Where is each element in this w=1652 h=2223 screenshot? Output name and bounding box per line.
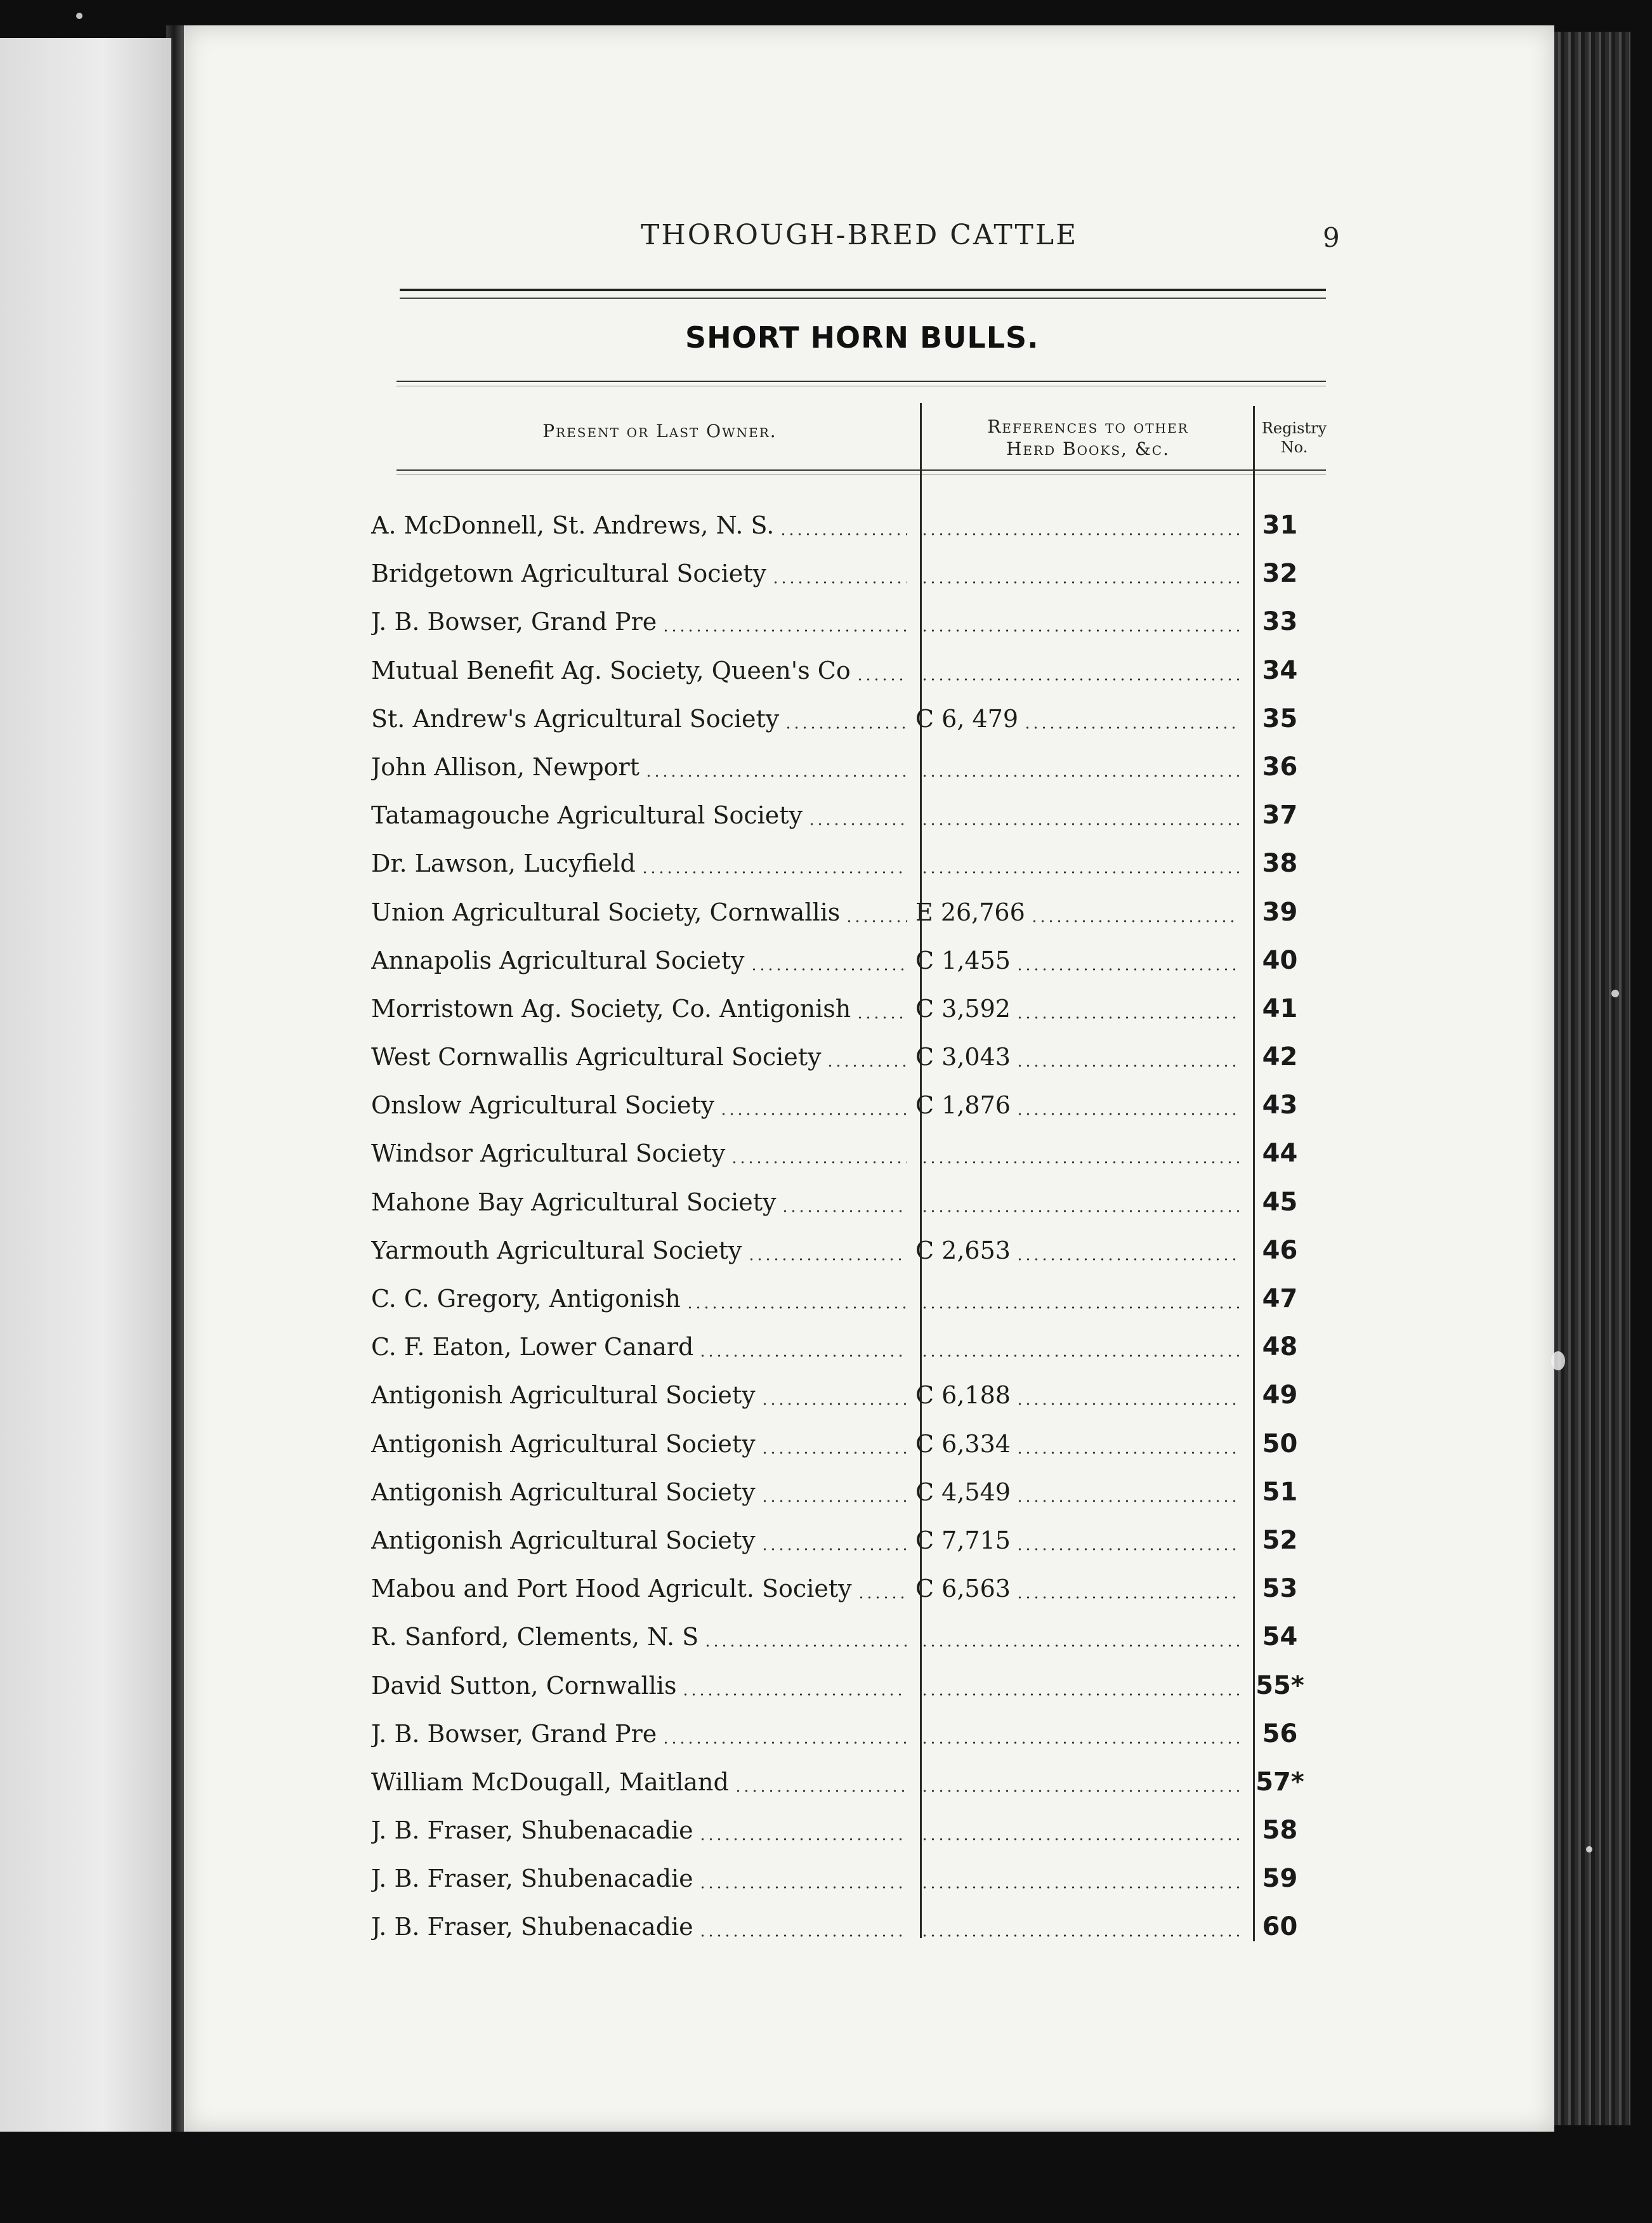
owner-cell [371,506,907,544]
reference-cell [915,1328,1239,1366]
leader-dots [779,533,907,535]
reference-cell [915,1280,1239,1318]
page-edges [1554,32,1630,2125]
registry-number: 46 [1262,1235,1298,1265]
leader-dots [1016,1500,1239,1502]
header-rule [400,289,1326,299]
leader-dots [719,1113,907,1115]
owner-name: Windsor Agricultural Society [371,1139,726,1168]
owner-name: Antigonish Agricultural Society [371,1429,756,1458]
registry-number: 57* [1255,1767,1304,1797]
page-number: 9 [1323,222,1340,253]
table-row [371,598,1310,646]
owner-cell [371,1618,907,1656]
reference-cell [915,844,1239,882]
herd-book-reference: C 6, 479 [915,704,1019,733]
registry-number: 47 [1262,1284,1298,1313]
owner-name: Antigonish Agricultural Society [371,1478,756,1506]
owner-name: R. Sanford, Clements, N. S [371,1623,699,1651]
registry-number: 44 [1262,1139,1298,1169]
owner-cell [371,1859,907,1898]
owner-cell [371,700,907,738]
owner-name: J. B. Fraser, Shubenacadie [371,1865,693,1893]
leader-dots [921,581,1239,584]
owner-cell [371,941,907,980]
owner-cell [371,1908,907,1946]
table-row [371,1129,1310,1177]
table-row [371,839,1310,888]
registry-number: 40 [1262,945,1298,975]
table-row [371,1854,1310,1903]
table-row [371,1468,1310,1516]
table-top-rule [397,381,1326,386]
table-row [371,695,1310,743]
owner-cell [371,652,907,690]
leader-dots [1030,920,1239,922]
reference-cell [915,1811,1239,1849]
owner-cell [371,1183,907,1221]
registry-number: 42 [1262,1042,1298,1072]
reference-cell [915,554,1239,593]
leader-dots [1016,1113,1239,1115]
leader-dots [704,1644,907,1647]
leader-dots [845,920,907,922]
reference-cell [915,1521,1239,1559]
owner-name: Dr. Lawson, Lucyfield [371,849,636,878]
leader-dots [681,1693,907,1696]
owner-cell [371,844,907,882]
leader-dots [921,1934,1239,1937]
leader-dots [698,1838,907,1840]
table-row [371,1516,1310,1564]
herd-book-reference: C 6,188 [915,1381,1011,1410]
reference-cell [915,1763,1239,1801]
registry-number: 33 [1262,607,1298,637]
herd-book-reference: C 1,455 [915,946,1011,974]
herd-book-reference: C 6,563 [915,1575,1011,1603]
leader-dots [1016,1016,1239,1019]
reference-cell [915,652,1239,690]
leader-dots [734,1790,907,1792]
registry-number: 60 [1262,1912,1298,1942]
reference-cell [915,1425,1239,1463]
leader-dots [784,726,907,729]
registry-number: 37 [1262,801,1298,830]
leader-dots [645,775,907,777]
herd-book-reference: C 7,715 [915,1526,1011,1554]
registry-number: 36 [1262,752,1298,782]
reference-cell [915,1231,1239,1269]
scan-speck [1586,1846,1592,1852]
leader-dots [1023,726,1239,729]
leader-dots [856,678,907,681]
reference-cell [915,1570,1239,1608]
leader-dots [921,1354,1239,1357]
owner-name: Onslow Agricultural Society [371,1091,715,1120]
leader-dots [921,629,1239,632]
leader-dots [1016,1548,1239,1551]
table-row [371,646,1310,695]
registry-number: 39 [1262,897,1298,927]
owner-name: J. B. Bowser, Grand Pre [371,608,657,636]
leader-dots [808,823,907,825]
owner-name: J. B. Fraser, Shubenacadie [371,1913,693,1941]
registry-number: 41 [1262,993,1298,1023]
leader-dots [921,1693,1239,1696]
table-header-rule [397,469,1326,475]
table-row [371,501,1310,549]
leader-dots [761,1500,907,1502]
reference-cell [915,748,1239,786]
owner-name: David Sutton, Cornwallis [371,1671,677,1700]
running-head: THOROUGH-BRED CATTLE [641,219,1078,251]
registry-number: 56 [1262,1719,1298,1748]
herd-book-reference: E 26,766 [915,898,1025,926]
herd-book-reference: C 4,549 [915,1478,1011,1506]
owner-cell [371,990,907,1028]
registry-table [371,501,1310,1951]
table-row [371,1081,1310,1129]
owner-name: C. C. Gregory, Antigonish [371,1285,681,1313]
table-row [371,1420,1310,1468]
registry-number: 53 [1262,1574,1298,1604]
leader-dots [856,1016,907,1019]
table-row [371,1613,1310,1661]
owner-cell [371,893,907,931]
owner-cell [371,1811,907,1849]
leader-dots [761,1548,907,1551]
leader-dots [921,1838,1239,1840]
owner-name: Mahone Bay Agricultural Society [371,1188,777,1216]
registry-number: 58 [1262,1816,1298,1846]
table-row [371,1710,1310,1758]
table-row [371,1323,1310,1371]
scan-speck [1551,1351,1565,1370]
registry-number: 31 [1262,511,1298,540]
leader-dots [921,1644,1239,1647]
leader-dots [662,629,907,632]
leader-dots [781,1210,907,1212]
table-row [371,791,1310,839]
table-row [371,1178,1310,1226]
owner-name: Annapolis Agricultural Society [371,946,745,974]
registry-number: 35 [1262,704,1298,733]
owner-cell [371,1376,907,1414]
reference-cell [915,941,1239,980]
leader-dots [641,871,907,874]
owner-cell [371,554,907,593]
leader-dots [857,1596,907,1599]
leader-dots [1016,968,1239,971]
leader-dots [921,533,1239,535]
reference-cell [915,1618,1239,1656]
leader-dots [921,775,1239,777]
registry-number: 38 [1262,849,1298,879]
registry-number: 49 [1262,1380,1298,1410]
leader-dots [761,1452,907,1454]
table-row [371,1564,1310,1613]
leader-dots [921,678,1239,681]
owner-name: John Allison, Newport [371,752,639,781]
owner-cell [371,1763,907,1801]
owner-name: Antigonish Agricultural Society [371,1381,756,1410]
reference-cell [915,893,1239,931]
table-row [371,985,1310,1033]
leader-dots [662,1741,907,1744]
registry-number: 43 [1262,1091,1298,1120]
registry-number: 54 [1262,1622,1298,1652]
table-row [371,1033,1310,1081]
table-row [371,1275,1310,1323]
reference-cell [915,1086,1239,1124]
leader-dots [698,1934,907,1937]
leader-dots [686,1306,907,1309]
registry-number: 59 [1262,1864,1298,1894]
owner-name: St. Andrew's Agricultural Society [371,704,780,733]
leader-dots [921,1886,1239,1889]
registry-number: 34 [1262,655,1298,685]
reference-cell [915,1183,1239,1221]
owner-cell [371,1715,907,1753]
owner-cell [371,748,907,786]
owner-cell [371,1667,907,1705]
leader-dots [771,581,907,584]
table-row [371,1806,1310,1854]
table-row [371,888,1310,936]
owner-name: J. B. Bowser, Grand Pre [371,1719,657,1748]
owner-cell [371,1425,907,1463]
owner-cell [371,1134,907,1172]
leader-dots [761,1403,907,1405]
table-row [371,1226,1310,1275]
column-header-registry: Registry No. [1261,419,1327,456]
table-row [371,743,1310,791]
reference-cell [915,1376,1239,1414]
leader-dots [1016,1403,1239,1405]
table-row [371,549,1310,598]
owner-name: Tatamagouche Agricultural Society [371,801,803,830]
leader-dots [1016,1065,1239,1067]
herd-book-reference: C 3,043 [915,1043,1011,1072]
scan-speck [76,13,82,19]
owner-name: West Cornwallis Agricultural Society [371,1043,822,1072]
owner-cell [371,1328,907,1366]
leader-dots [921,1161,1239,1164]
leader-dots [1016,1258,1239,1261]
table-row [371,1371,1310,1419]
herd-book-reference: C 1,876 [915,1091,1011,1120]
reference-cell [915,1715,1239,1753]
leader-dots [921,1790,1239,1792]
owner-cell [371,796,907,834]
leader-dots [921,823,1239,825]
table-row [371,1758,1310,1806]
registry-number: 52 [1262,1525,1298,1555]
leader-dots [698,1354,907,1357]
reference-cell [915,1134,1239,1172]
leader-dots [1016,1452,1239,1454]
reference-cell [915,603,1239,641]
leader-dots [921,1741,1239,1744]
leader-dots [826,1065,907,1067]
leader-dots [1016,1596,1239,1599]
owner-cell [371,603,907,641]
herd-book-reference: C 2,653 [915,1236,1011,1264]
owner-name: Antigonish Agricultural Society [371,1526,756,1554]
reference-cell [915,1473,1239,1511]
reference-cell [915,1667,1239,1705]
owner-name: J. B. Fraser, Shubenacadie [371,1816,693,1845]
owner-name: Mutual Benefit Ag. Society, Queen's Co [371,656,851,685]
owner-name: A. McDonnell, St. Andrews, N. S. [371,511,775,539]
owner-name: Yarmouth Agricultural Society [371,1236,742,1264]
registry-number: 48 [1262,1332,1298,1362]
reference-cell [915,700,1239,738]
owner-name: C. F. Eaton, Lower Canard [371,1333,694,1361]
column-header-owner: Present or Last Owner. [542,421,777,442]
owner-cell [371,1521,907,1559]
registry-number: 55* [1255,1670,1304,1700]
owner-name: William McDougall, Maitland [371,1767,729,1796]
owner-cell [371,1280,907,1318]
leader-dots [730,1161,907,1164]
registry-number: 51 [1262,1477,1298,1507]
reference-cell [915,1859,1239,1898]
facing-page [0,38,173,2132]
owner-cell [371,1086,907,1124]
owner-name: Bridgetown Agricultural Society [371,560,766,588]
reference-cell [915,1908,1239,1946]
leader-dots [921,1306,1239,1309]
owner-name: Morristown Ag. Society, Co. Antigonish [371,994,851,1023]
leader-dots [750,968,908,971]
herd-book-reference: C 3,592 [915,994,1011,1023]
leader-dots [747,1258,907,1261]
owner-cell [371,1038,907,1076]
table-row [371,936,1310,985]
reference-cell [915,1038,1239,1076]
owner-name: Union Agricultural Society, Cornwallis [371,898,841,926]
reference-cell [915,796,1239,834]
owner-name: Mabou and Port Hood Agricult. Society [371,1575,852,1603]
leader-dots [921,871,1239,874]
section-title: SHORT HORN BULLS. [685,320,1039,355]
table-row [371,1903,1310,1951]
leader-dots [698,1886,907,1889]
reference-cell [915,506,1239,544]
registry-number: 45 [1262,1187,1298,1217]
reference-cell [915,990,1239,1028]
owner-cell [371,1231,907,1269]
registry-number: 50 [1262,1429,1298,1459]
owner-cell [371,1570,907,1608]
leader-dots [921,1210,1239,1212]
scan-speck [1611,990,1619,997]
owner-cell [371,1473,907,1511]
herd-book-reference: C 6,334 [915,1429,1011,1458]
registry-number: 32 [1262,559,1298,589]
table-row [371,1662,1310,1710]
column-header-references: References to other Herd Books, &c. [987,416,1189,459]
